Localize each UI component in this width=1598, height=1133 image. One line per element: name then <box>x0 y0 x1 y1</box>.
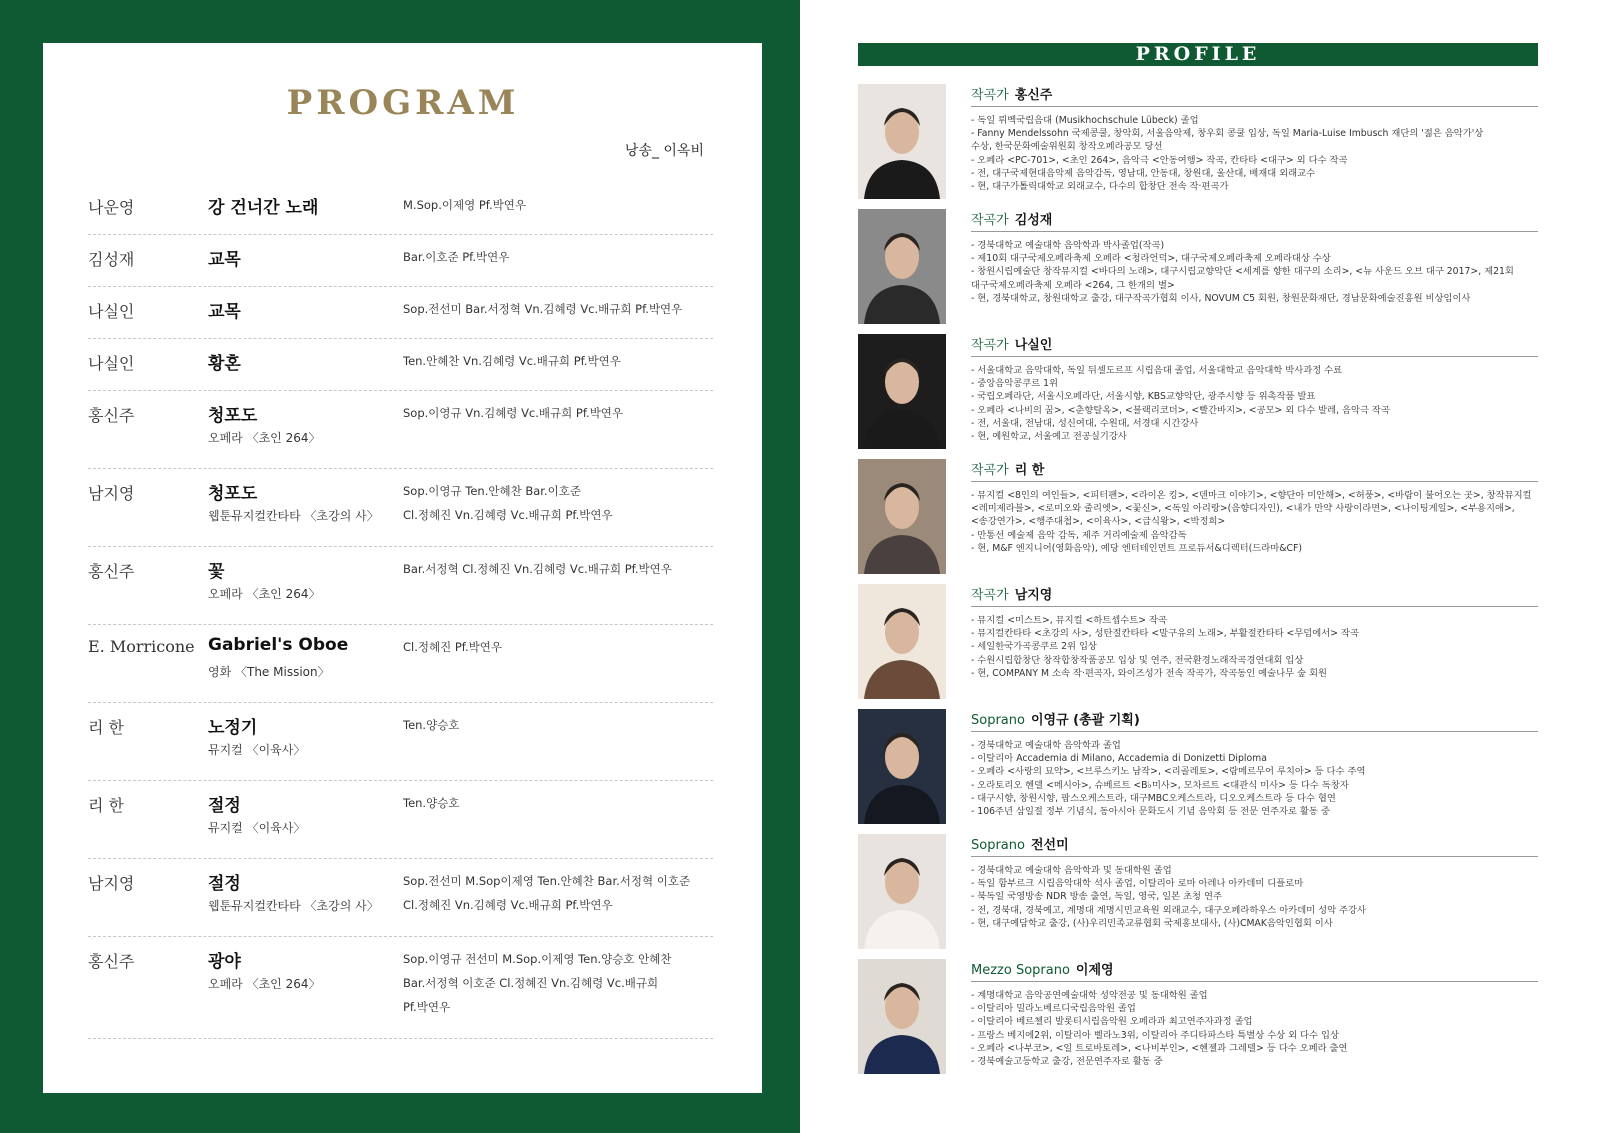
profile-line: - 독일 함부르크 시립음악대학 석사 졸업, 이탈리아 로마 아레나 아카데미 디플로마 <box>971 878 1304 890</box>
performer-line: Ten.안혜찬 Vn.김혜령 Vc.배규희 Pf.박연우 <box>403 354 621 368</box>
profile-line: 수상, 한국문화예술위원회 창작오페라공모 당선 <box>971 141 1163 153</box>
profile-role: 작곡가 <box>971 213 1009 228</box>
profile-entry <box>858 209 1538 325</box>
program-composer: 김성재 <box>88 250 135 269</box>
portrait-photo <box>858 459 946 574</box>
profile-title: PROFILE <box>858 43 1538 66</box>
profile-line: - 중앙음악콩쿠르 1위 <box>971 378 1059 390</box>
profile-line: - 오라토리오 헨델 <메시아>, 슈베르트 <B♭미사>, 모차르트 <대관식 미사> 등 다수 독창자 <box>971 779 1349 791</box>
profile-name: 김성재 <box>1014 213 1053 228</box>
profile-line: - 대구시향, 창원시향, 팝스오케스트라, 대구MBC오케스트라, 디오오케스트라 등 다수 협연 <box>971 792 1336 804</box>
performer-line: Sop.이영규 Vn.김혜령 Vc.배규희 Pf.박연우 <box>403 406 624 420</box>
program-work <box>208 635 403 702</box>
profile-line: <송강연가>, <행주대첩>, <이육사>, <급식왕>, <박정희> <box>971 516 1226 528</box>
profile-role: 작곡가 <box>971 338 1009 353</box>
profile-line: - 전, 경북대, 경북예고, 계명대 계명시민교육원 외래교수, 대구오페라하우스 아카데미 성악 주강사 <box>971 904 1366 916</box>
performer-line: Cl.정혜진 Vn.김혜령 Vc.배규희 Pf.박연우 <box>403 508 613 522</box>
profile-role: Soprano <box>971 838 1025 853</box>
profile-line: - 독일 뤼벡국립음대 (Musikhochschule Lübeck) 졸업 <box>971 115 1199 126</box>
work-title: 노정기 <box>208 718 258 738</box>
profile-name: 남지영 <box>1014 588 1053 603</box>
program-row <box>88 287 713 339</box>
performer-line: Pf.박연우 <box>403 1000 451 1014</box>
profile-text <box>971 209 1538 305</box>
program-performers <box>403 635 713 702</box>
profile-heading <box>971 709 1538 732</box>
work-title: 강 건너간 노래 <box>208 198 319 218</box>
program-row <box>88 547 713 625</box>
profile-line: - 이탈리아 Accademia di Milano, Accademia di Donizetti Diploma <box>971 753 1267 765</box>
work-source: 뮤지컬 〈이육사〉 <box>208 821 306 835</box>
program-work <box>208 297 403 338</box>
program-row <box>88 235 713 287</box>
profile-line: - 만통선 예술제 음악 감독, 제주 거리예술제 음악감독 <box>971 529 1187 541</box>
profile-text <box>971 584 1538 680</box>
program-row <box>88 937 713 1039</box>
program-row <box>88 625 713 703</box>
performer-line: Ten.양승호 <box>403 796 460 810</box>
profile-text <box>971 334 1538 443</box>
program-performers <box>403 947 713 1038</box>
program-row <box>88 183 713 235</box>
profile-line: - 현, 경북대학교, 창원대학교 출강, 대구작곡가협회 이사, NOVUM C5 회원, 창원문화재단, 경남문화예술진흥원 비상임이사 <box>971 292 1471 304</box>
profile-heading <box>971 459 1538 482</box>
profile-text <box>971 709 1538 818</box>
program-performers <box>403 791 713 858</box>
work-title: 꽃 <box>208 562 225 582</box>
program-performers <box>403 245 713 286</box>
profile-heading <box>971 584 1538 607</box>
program-composer: 나운영 <box>88 198 135 217</box>
work-title: 절정 <box>208 796 241 816</box>
program-work <box>208 479 403 546</box>
performer-line: Sop.전선미 Bar.서정혁 Vn.김혜령 Vc.배규희 Pf.박연우 <box>403 302 683 316</box>
performer-line: M.Sop.이제영 Pf.박연우 <box>403 198 526 212</box>
profile-line: - 전, 서울대, 전남대, 성신여대, 수원대, 서경대 시간강사 <box>971 417 1199 429</box>
program-row <box>88 781 713 859</box>
program-performers <box>403 297 713 338</box>
work-source: 웹툰뮤지컬칸타타 〈초강의 사〉 <box>208 509 379 523</box>
profile-line: - 프랑스 베지에2위, 이탈리아 벨라노3위, 이탈리아 주디타파스타 특별상 수상 외 다수 입상 <box>971 1029 1339 1041</box>
portrait-photo <box>858 209 946 324</box>
work-source: 웹툰뮤지컬칸타타 〈초강의 사〉 <box>208 899 379 913</box>
profile-name: 리 한 <box>1014 463 1045 478</box>
portrait-photo <box>858 84 946 199</box>
program-work <box>208 947 403 1038</box>
narration-credit: 낭송_ 이옥비 <box>624 143 704 159</box>
program-performers <box>403 479 713 546</box>
work-source: 뮤지컬 〈이육사〉 <box>208 743 306 757</box>
program-performers <box>403 869 713 936</box>
program-work <box>208 791 403 858</box>
profile-heading <box>971 209 1538 232</box>
program-composer: E. Morricone <box>88 637 195 656</box>
profile-line: - 현, 예원학교, 서울예고 전공실기강사 <box>971 431 1127 443</box>
profile-role: 작곡가 <box>971 88 1009 103</box>
profile-text <box>971 834 1538 930</box>
program-title: PROGRAM <box>286 83 520 123</box>
profile-line: - 현, 대구예담학교 출강, (사)우리민족교류협회 국제홍보대사, (사)CMAK음악인협회 이사 <box>971 917 1333 929</box>
program-work <box>208 349 403 390</box>
portrait-photo <box>858 584 946 699</box>
work-title: 교목 <box>208 302 241 322</box>
profile-line: - 뮤지컬 <미스트>, 뮤지컬 <하트셉수트> 작곡 <box>971 615 1167 626</box>
profile-name: 이제영 <box>1075 963 1114 978</box>
profile-entry <box>858 84 1538 200</box>
work-title: 절정 <box>208 874 241 894</box>
program-composer: 남지영 <box>88 874 135 893</box>
profile-line: - 오페라 <PC-701>, <초인 264>, 음악극 <안동여행> 작곡, 칸타타 <대구> 외 다수 작곡 <box>971 154 1348 166</box>
profile-entry <box>858 834 1538 950</box>
profile-entry <box>858 334 1538 450</box>
work-title: 교목 <box>208 250 241 270</box>
profile-role: 작곡가 <box>971 588 1009 603</box>
performer-line: Sop.이영규 Ten.안혜찬 Bar.이호준 <box>403 484 581 498</box>
profile-line: - 경북대학교 예술대학 음악학과 졸업 <box>971 740 1121 751</box>
profile-line: - 현, 대구가톨릭대학교 외래교수, 다수의 합창단 전속 작·편곡가 <box>971 181 1229 193</box>
profile-line: - 세일한국가곡콩쿠르 2위 입상 <box>971 641 1097 653</box>
profile-line: - 현, COMPANY M 소속 작·편곡자, 와이즈성가 전속 작곡가, 작곡동인 예술나무 숲 회원 <box>971 667 1327 679</box>
profile-name: 나실인 <box>1014 338 1053 353</box>
work-source: 오페라 〈초인 264〉 <box>208 587 321 601</box>
program-row <box>88 339 713 391</box>
profile-text <box>971 459 1538 555</box>
program-work <box>208 401 403 468</box>
profile-line: - 현, M&F 엔지니어(영화음악), 예당 엔터테인먼트 프로듀서&디렉터(드라마&CF) <box>971 542 1302 554</box>
performer-line: Bar.서정혁 이호준 Cl.정혜진 Vn.김혜령 Vc.배규희 <box>403 976 659 990</box>
profile-name: 전선미 <box>1030 838 1069 853</box>
profile-line: - 창원시립예술단 창작뮤지컬 <바다의 노래>, 대구시립교향악단 <세계를 향한 대구의 소리>, <뉴 사운드 오브 대구 2017>, 제21회 <box>971 266 1514 278</box>
program-performers <box>403 193 713 234</box>
program-composer: 남지영 <box>88 484 135 503</box>
performer-line: Sop.전선미 M.Sop이제영 Ten.안혜찬 Bar.서정혁 이호준 <box>403 874 691 888</box>
program-card <box>43 43 762 1093</box>
profile-text <box>971 959 1538 1068</box>
profile-line: - 수원시립합창단 창작합창작품공모 입상 및 연주, 전국환경노래작곡경연대회 입상 <box>971 654 1304 666</box>
work-title: 청포도 <box>208 406 258 426</box>
profile-heading <box>971 84 1538 107</box>
program-work <box>208 869 403 936</box>
program-work <box>208 557 403 624</box>
profile-entry <box>858 459 1538 575</box>
work-source: 오페라 〈초인 264〉 <box>208 977 321 991</box>
work-title: 청포도 <box>208 484 258 504</box>
program-composer: 홍신주 <box>88 562 135 581</box>
performer-line: Cl.정혜진 Pf.박연우 <box>403 640 502 654</box>
profile-line: 대구국제오페라축제 오페라 <264, 그 한개의 별> <box>971 279 1175 291</box>
work-source: 영화 〈The Mission〉 <box>208 665 330 679</box>
program-work <box>208 193 403 234</box>
profile-name: 홍신주 <box>1014 88 1053 103</box>
profile-line: - 오페라 <나비의 꿈>, <춘향탈옥>, <블랙리코더>, <빨간바지>, <공모> 외 다수 발레, 음악극 작곡 <box>971 404 1390 416</box>
program-list <box>88 183 713 1039</box>
profile-line: - 경북대학교 예술대학 음악학과 및 동대학원 졸업 <box>971 865 1172 876</box>
program-row <box>88 391 713 469</box>
profile-heading <box>971 834 1538 857</box>
work-title: Gabriel's Oboe <box>208 635 349 655</box>
profile-line: - 경북대학교 예술대학 음악학과 박사졸업(작곡) <box>971 240 1165 251</box>
portrait-photo <box>858 334 946 449</box>
portrait-photo <box>858 709 946 824</box>
profile-line: - 경북예술고등학교 출강, 전문연주자로 활동 중 <box>971 1056 1163 1068</box>
program-performers <box>403 557 713 624</box>
program-composer: 홍신주 <box>88 952 135 971</box>
work-title: 황혼 <box>208 354 241 374</box>
program-composer: 나실인 <box>88 302 135 321</box>
program-row <box>88 703 713 781</box>
program-work <box>208 245 403 286</box>
profile-line: - 이탈리아 베르첼리 발롯티시립음악원 오페라과 최고연주자과정 졸업 <box>971 1016 1253 1028</box>
profile-line: <레미제라블>, <로미오와 줄리엣>, <꽃신>, <독일 아리랑>(음향디자인), <내가 만약 사랑이라면>, <나이팅게일>, <부용지애>, <box>971 503 1515 515</box>
profile-line: - 106주년 삼일절 정부 기념식, 동아시아 문화도시 기념 음악회 등 전문 연주자로 활동 중 <box>971 806 1330 818</box>
performer-line: Cl.정혜진 Vn.김혜령 Vc.배규희 Pf.박연우 <box>403 898 613 912</box>
profile-entry <box>858 584 1538 700</box>
work-source: 오페라 〈초인 264〉 <box>208 431 321 445</box>
performer-line: Sop.이영규 전선미 M.Sop.이제영 Ten.양승호 안혜찬 <box>403 952 672 966</box>
program-composer: 홍신주 <box>88 406 135 425</box>
profile-line: - 뮤지컬칸타타 <초강의 사>, 성탄절칸타타 <말구유의 노래>, 부활절칸타타 <무덤에서> 작곡 <box>971 628 1359 640</box>
profile-entry <box>858 959 1538 1075</box>
profile-name: 이영규 (총괄 기획) <box>1030 713 1140 728</box>
profile-line: - 오페라 <나부코>, <일 트로바토레>, <나비부인>, <헨젤과 그레텔> 등 다수 오페라 출연 <box>971 1042 1348 1054</box>
work-title: 광야 <box>208 952 241 972</box>
program-performers <box>403 401 713 468</box>
profile-line: - 제10회 대구국제오페라축제 오페라 <청라언덕>, 대구국제오페라축제 오페라대상 수상 <box>971 253 1331 265</box>
program-performers <box>403 349 713 390</box>
profile-role: 작곡가 <box>971 463 1009 478</box>
profile-line: - 오페라 <사랑의 묘약>, <브루스키노 남작>, <리골레토>, <람메르무어 루치아> 등 다수 주역 <box>971 766 1366 778</box>
performer-line: Ten.양승호 <box>403 718 460 732</box>
program-composer: 리 한 <box>88 718 124 737</box>
program-row <box>88 859 713 937</box>
profile-line: - 전, 대구국제현대음악제 음악감독, 영남대, 안동대, 창원대, 울산대, 배재대 외래교수 <box>971 167 1316 179</box>
portrait-photo <box>858 834 946 949</box>
profile-line: - 서울대학교 음악대학, 독일 뒤셀도르프 시립음대 졸업, 서울대학교 음악대학 박사과정 수료 <box>971 365 1343 376</box>
program-work <box>208 713 403 780</box>
profile-role: Soprano <box>971 713 1025 728</box>
program-row <box>88 469 713 547</box>
profile-line: - 뮤지컬 <8인의 여인들>, <피터팬>, <라이온 킹>, <덴마크 이야기>, <향단아 미안해>, <허풍>, <바람이 불어오는 곳>, 창작뮤지컬 <box>971 490 1532 501</box>
program-performers <box>403 713 713 780</box>
program-composer: 나실인 <box>88 354 135 373</box>
performer-line: Bar.서정혁 Cl.정혜진 Vn.김혜령 Vc.배규희 Pf.박연우 <box>403 562 672 576</box>
profile-heading <box>971 334 1538 357</box>
performer-line: Bar.이호준 Pf.박연우 <box>403 250 510 264</box>
profile-line: - Fanny Mendelssohn 국제콩쿨, 창악회, 서울음악제, 창우회 콩쿨 입상, 독일 Maria-Luise Imbusch 재단의 '젊은 음악가'상 <box>971 128 1484 140</box>
profile-line: - 국립오페라단, 서울시오페라단, 서울시향, KBS교향악단, 광주시향 등 위촉작품 발표 <box>971 391 1316 403</box>
portrait-photo <box>858 959 946 1074</box>
profile-line: - 북독일 국영방송 NDR 방송 출연, 독일, 영국, 일본 초청 연주 <box>971 891 1222 903</box>
profile-line: - 이탈리아 밀라노베르디국립음악원 졸업 <box>971 1003 1136 1015</box>
profile-role: Mezzo Soprano <box>971 963 1070 978</box>
profile-text <box>971 84 1538 193</box>
profile-heading <box>971 959 1538 982</box>
profile-line: - 계명대학교 음악공연예술대학 성악전공 및 동대학원 졸업 <box>971 990 1208 1001</box>
program-composer: 리 한 <box>88 796 124 815</box>
profile-entry <box>858 709 1538 825</box>
